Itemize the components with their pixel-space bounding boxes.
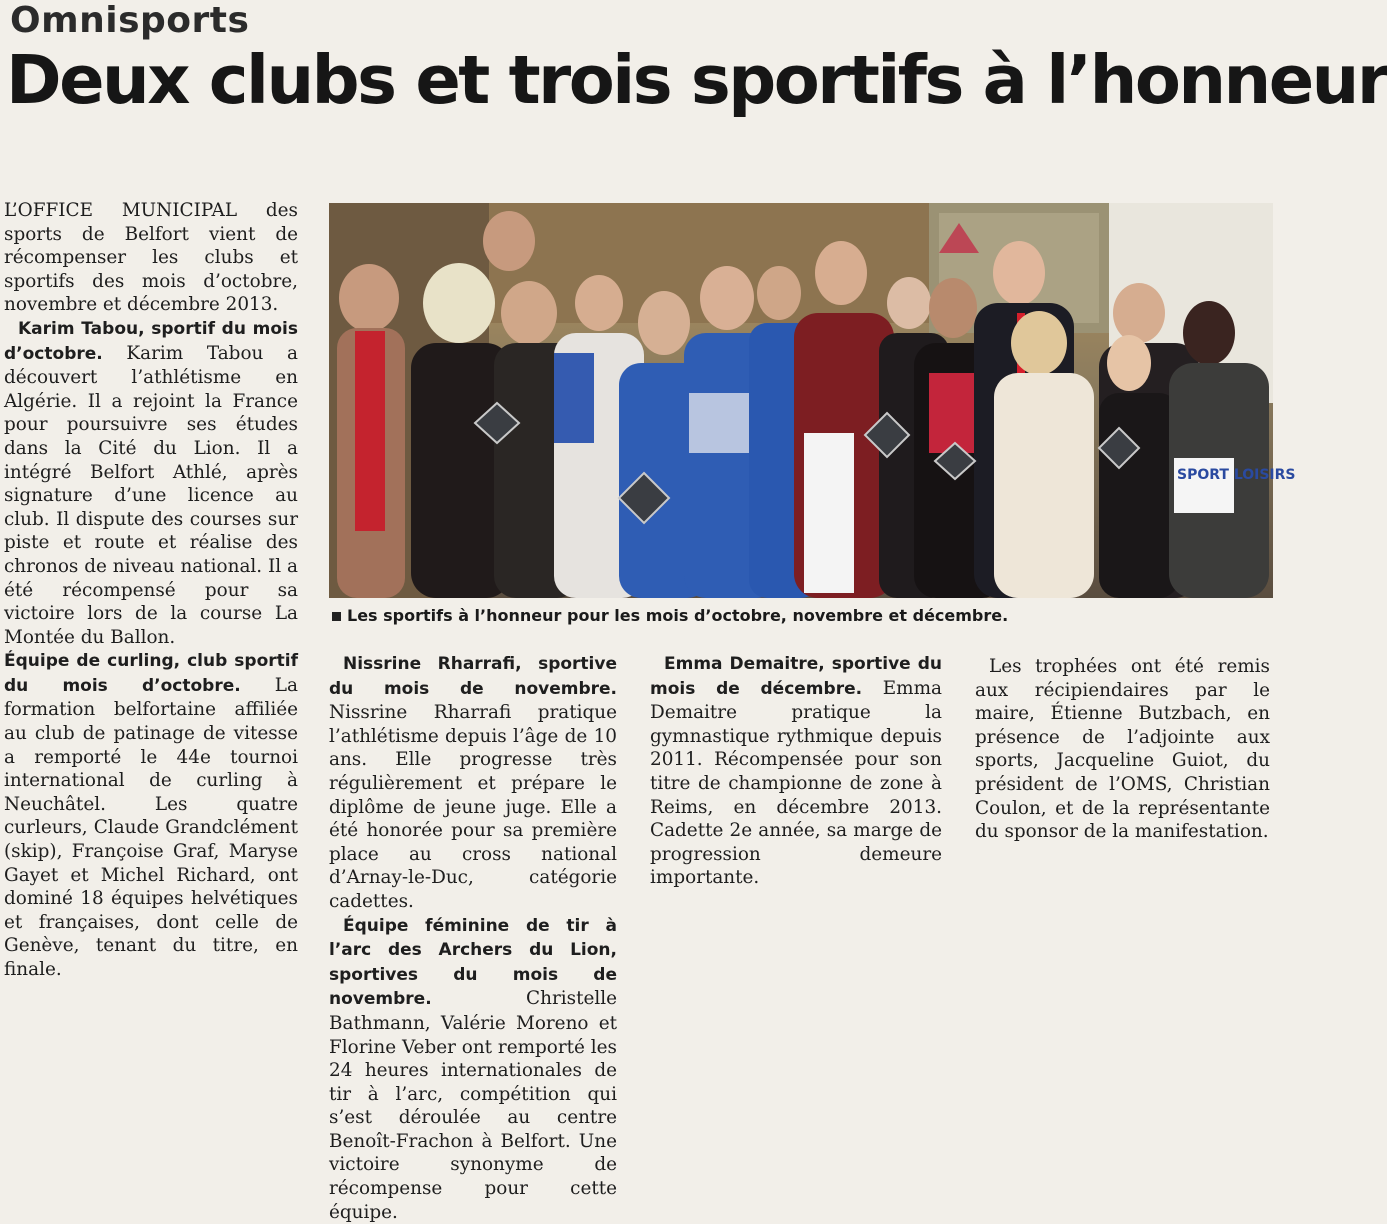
karim-text: Karim Tabou a découvert l’athlétisme en Algérie. Il a rejoint la France pour poursuivre ses études dans la Cité du Lion. Il a intégré Belfort Athlé, après signature d’une licence au club. Il dispute des courses sur piste et route et réalise des chronos de niveau national. Il a été récompensé pour sa victoire lors de la course La Montée du Ballon. <box>4 342 298 648</box>
column-3 <box>650 652 942 890</box>
group-photo-illustration <box>329 203 1296 598</box>
karim-lead: Karim Tabou, sportif du mois d’octobre. <box>4 318 298 364</box>
photo-caption <box>332 606 1272 625</box>
curling-text: La formation belfortaine affiliée au club de patinage de vitesse a remporté le 44e tournoi international de curling à Neuchâtel. Les quatre curleurs, Claude Grandclément (skip), Françoise Graf, Maryse Gayet et Michel Richard, ont dominé 18 équipes helvétiques et françaises, dont celle de Genève, tenant du titre, en finale. <box>4 674 298 980</box>
emma-paragraph <box>650 652 942 890</box>
archers-lead: Équipe féminine de tir à l’arc des Archers du Lion, sportives du mois de novembre. <box>329 915 617 1010</box>
column-2 <box>329 652 617 1224</box>
intro-paragraph: L’OFFICE MUNICIPAL des sports de Belfort vient de récompenser les clubs et sportifs des mois d’octobre, novembre et décembre 2013. <box>4 200 298 316</box>
photo-banner-text: SPORT LOISIRS <box>1177 467 1296 483</box>
group-photo <box>329 203 1296 598</box>
karim-paragraph <box>4 317 298 649</box>
column-1 <box>4 199 298 982</box>
caption-text: Les sportifs à l’honneur pour les mois d’octobre, novembre et décembre. <box>347 606 1009 625</box>
archers-text: Christelle Bathmann, Valérie Moreno et Florine Veber ont remporté les 24 heures internationales de tir à l’arc, compétition qui s’est déroulée au centre Benoît-Frachon à Belfort. Une victoire synonyme de récompense pour cette équipe. <box>329 988 617 1223</box>
nissrine-paragraph <box>329 652 617 914</box>
nissrine-lead: Nissrine Rharrafi, sportive du mois de novembre. <box>329 654 617 699</box>
curling-paragraph <box>4 649 298 981</box>
nissrine-text: Nissrine Rharrafi pratique l’athlétisme depuis l’âge de 10 ans. Elle progresse très régulièrement et prépare le diplôme de jeune juge. Elle a été honorée pour sa première place au cross national d’Arnay-le-Duc, catégorie cadettes. <box>329 702 617 912</box>
emma-text: Emma Demaitre pratique la gymnastique rythmique depuis 2011. Récompensée pour son titre de championne de zone à Reims, en décembre 2013. Cadette 2e année, sa marge de progression demeure importante. <box>650 677 942 889</box>
archers-paragraph <box>329 914 617 1224</box>
emma-lead: Emma Demaitre, sportive du mois de décembre. <box>650 654 942 699</box>
headline: Deux clubs et trois sportifs à l’honneur <box>6 41 1387 119</box>
caption-bullet-icon <box>332 612 341 621</box>
closing-paragraph: Les trophées ont été remis aux récipiendaires par le maire, Étienne Butzbach, en présence de l’adjointe aux sports, Jacqueline Guiot, du président de l’OMS, Christian Coulon, et de la représentante du sponsor de la manifestation. <box>975 656 1270 843</box>
curling-lead: Équipe de curling, club sportif du mois d’octobre. <box>4 651 298 696</box>
section-rubric: Omnisports <box>10 0 250 41</box>
column-4 <box>975 655 1270 844</box>
